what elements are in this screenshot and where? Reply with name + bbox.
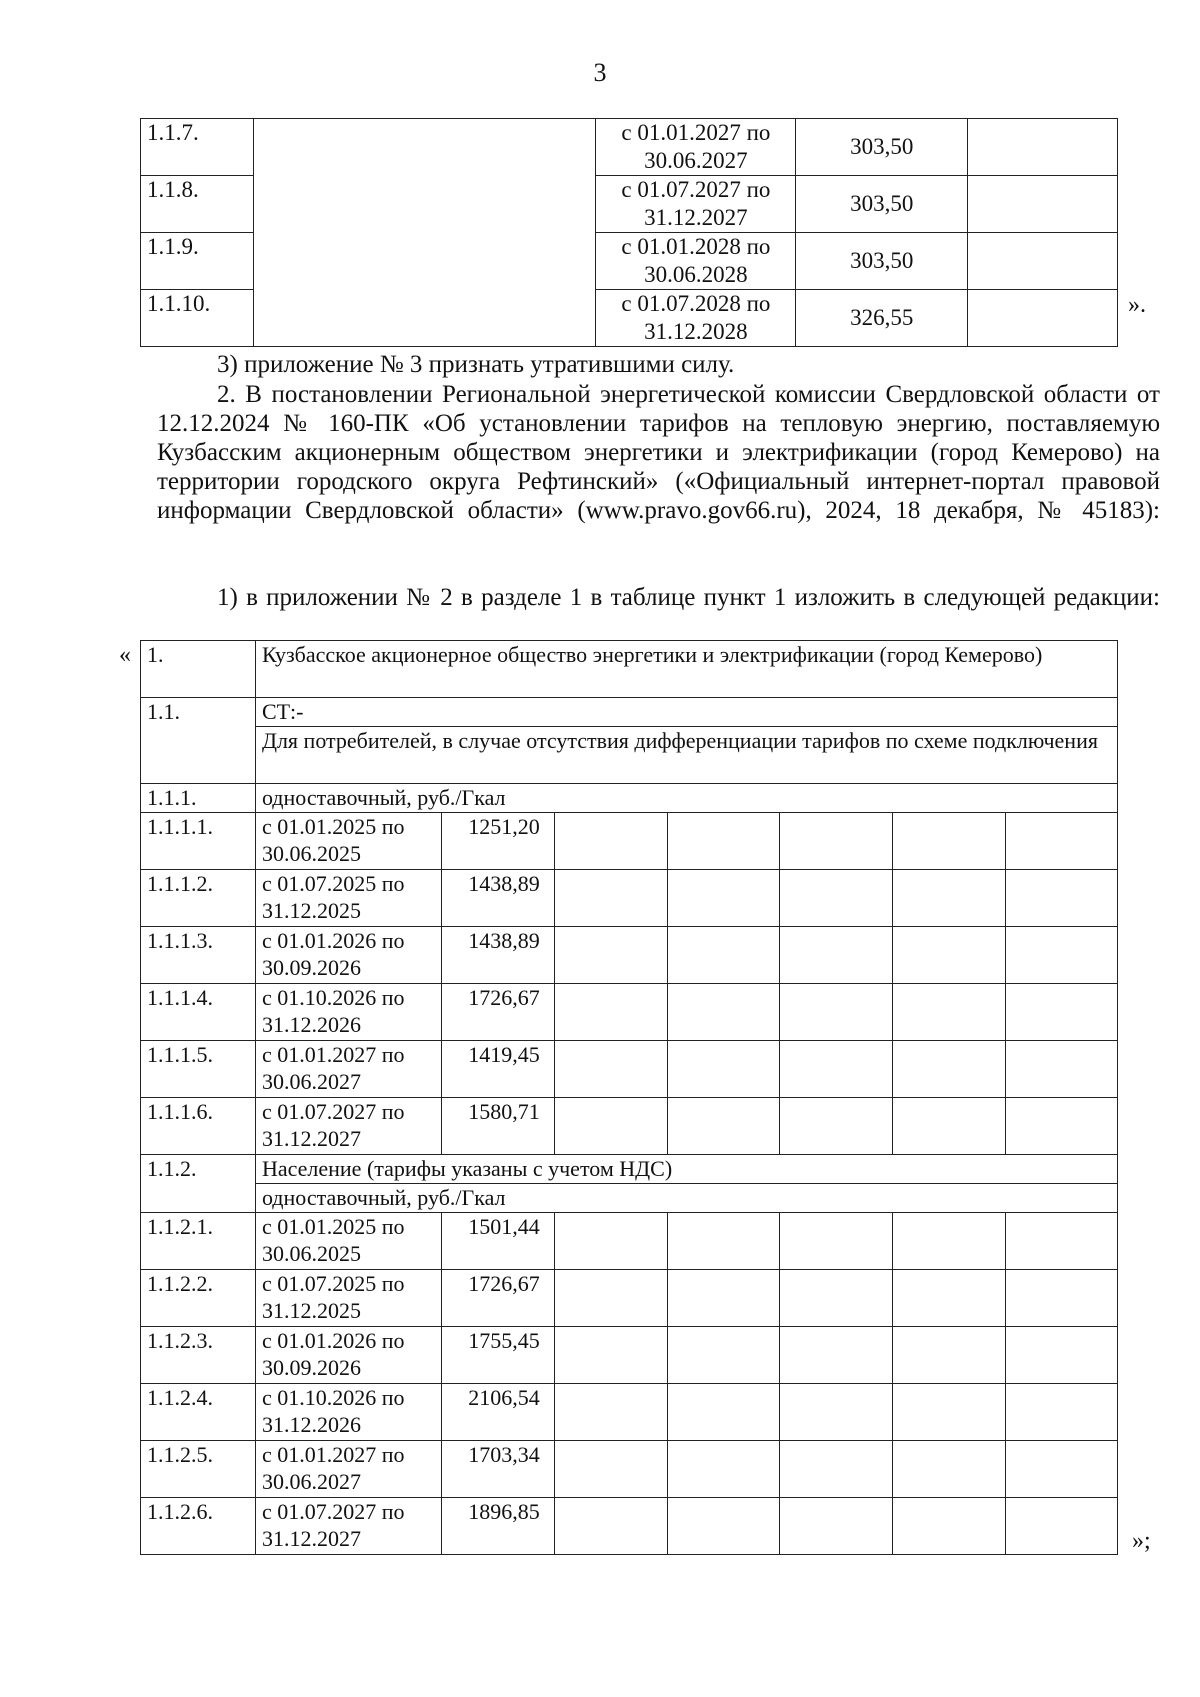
tariff-value: 1580,71 <box>441 1098 554 1155</box>
row-number: 1.1.10. <box>141 290 254 347</box>
table-row <box>141 1041 1118 1098</box>
tariff-value: 303,50 <box>796 176 968 233</box>
rate-type-label: одноставочный, руб./Гкал <box>255 1184 1117 1213</box>
table-row <box>141 1270 1118 1327</box>
tariff-value: 2106,54 <box>441 1384 554 1441</box>
period-cell: с 01.01.2027 по 30.06.2027 <box>255 1041 441 1098</box>
period-cell: с 01.01.2025 по 30.06.2025 <box>255 1213 441 1270</box>
tariff-value: 1726,67 <box>441 984 554 1041</box>
period-cell: с 01.07.2028 по 31.12.2028 <box>596 290 796 347</box>
row-number: 1.1.2.6. <box>141 1498 256 1555</box>
period-cell: с 01.07.2025 по 31.12.2025 <box>255 870 441 927</box>
table-row <box>141 1498 1118 1555</box>
period-cell: с 01.07.2027 по 31.12.2027 <box>255 1498 441 1555</box>
row-number: 1.1.1.2. <box>141 870 256 927</box>
item-3-text: 3) приложение № 3 признать утратившими силу. <box>217 351 735 378</box>
period-cell: с 01.10.2026 по 31.12.2026 <box>255 984 441 1041</box>
period-cell: с 01.01.2028 по 30.06.2028 <box>596 233 796 290</box>
row-number: 1.1.2.2. <box>141 1270 256 1327</box>
empty-cell <box>968 233 1118 290</box>
period-cell: с 01.01.2027 по 30.06.2027 <box>255 1441 441 1498</box>
row-number: 1.1.8. <box>141 176 254 233</box>
section-2-text: 2. В постановлении Региональной энергетической комиссии Свердловской области от 12.12.2024 № 160-ПК «Об установлении тарифов на тепловую энергию, поставляемую Кузбасским акционерным обществом энергетики и электрификации (город Кемерово) на территории городского округа Рефтинский» («Официальный интернет-портал правовой информации Свердловской области» (www.pravo.gov66.ru), 2024, 18 декабря, № 45183): <box>157 381 1160 524</box>
empty-cell <box>968 176 1118 233</box>
tariff-value: 1251,20 <box>441 813 554 870</box>
tariff-value: 1419,45 <box>441 1041 554 1098</box>
empty-cell <box>968 290 1118 347</box>
population-title: Население (тарифы указаны с учетом НДС) <box>255 1155 1117 1184</box>
period-cell: с 01.07.2027 по 31.12.2027 <box>255 1098 441 1155</box>
opening-quote: « <box>119 642 131 668</box>
row-number: 1.1.2.3. <box>141 1327 256 1384</box>
tariff-value: 1755,45 <box>441 1327 554 1384</box>
tariff-value: 1501,44 <box>441 1213 554 1270</box>
row-number: 1.1.9. <box>141 233 254 290</box>
tariff-value: 1438,89 <box>441 927 554 984</box>
tariff-value: 326,55 <box>796 290 968 347</box>
row-number: 1.1.1.6. <box>141 1098 256 1155</box>
tariff-table-continued <box>140 118 1118 347</box>
row-number: 1.1.2.1. <box>141 1213 256 1270</box>
table-row <box>141 1384 1118 1441</box>
table-row <box>141 1155 1118 1184</box>
period-cell: с 01.01.2025 по 30.06.2025 <box>255 813 441 870</box>
rate-type-label: одноставочный, руб./Гкал <box>255 784 1117 813</box>
row-number: 1.1.2.5. <box>141 1441 256 1498</box>
tariff-value: 1438,89 <box>441 870 554 927</box>
tariff-value: 303,50 <box>796 119 968 176</box>
table-row <box>141 727 1118 784</box>
empty-cell <box>968 119 1118 176</box>
table-row <box>141 1098 1118 1155</box>
closing-quote: ». <box>1128 292 1146 318</box>
row-number: 1.1.1.3. <box>141 927 256 984</box>
table-row <box>141 641 1118 698</box>
row-number: 1. <box>141 641 256 698</box>
organization-name: Кузбасское акционерное общество энергетики и электрификации (город Кемерово) <box>255 641 1117 698</box>
row-number: 1.1.7. <box>141 119 254 176</box>
row-number: 1.1.2.4. <box>141 1384 256 1441</box>
consumers-note: Для потребителей, в случае отсутствия дифференциации тарифов по схеме подключения <box>255 727 1117 784</box>
tariff-value: 1703,34 <box>441 1441 554 1498</box>
st-label: СТ:- <box>255 698 1117 727</box>
empty-cell <box>253 119 596 347</box>
closing-quote: »; <box>1132 1528 1151 1554</box>
period-cell: с 01.10.2026 по 31.12.2026 <box>255 1384 441 1441</box>
table-row <box>141 1327 1118 1384</box>
table-row <box>141 984 1118 1041</box>
table-row <box>141 1184 1118 1213</box>
tariff-value: 303,50 <box>796 233 968 290</box>
row-number: 1.1.1.5. <box>141 1041 256 1098</box>
row-number: 1.1.2. <box>141 1155 256 1213</box>
table-row <box>141 870 1118 927</box>
table-row <box>141 1213 1118 1270</box>
table-row <box>141 119 1118 176</box>
table-row <box>141 1441 1118 1498</box>
table-row <box>141 784 1118 813</box>
period-cell: с 01.07.2025 по 31.12.2025 <box>255 1270 441 1327</box>
period-cell: с 01.07.2027 по 31.12.2027 <box>596 176 796 233</box>
item-1-text: 1) в приложении № 2 в разделе 1 в таблице пункт 1 изложить в следующей редакции: <box>217 584 1160 611</box>
page-number: 3 <box>593 58 607 87</box>
table-row <box>141 698 1118 727</box>
table-row <box>141 927 1118 984</box>
period-cell: с 01.01.2026 по 30.09.2026 <box>255 927 441 984</box>
tariff-value: 1896,85 <box>441 1498 554 1555</box>
tariff-table <box>140 640 1118 1555</box>
row-number: 1.1.1.4. <box>141 984 256 1041</box>
tariff-value: 1726,67 <box>441 1270 554 1327</box>
row-number: 1.1.1. <box>141 784 256 813</box>
row-number: 1.1. <box>141 698 256 784</box>
period-cell: с 01.01.2027 по 30.06.2027 <box>596 119 796 176</box>
period-cell: с 01.01.2026 по 30.09.2026 <box>255 1327 441 1384</box>
table-row <box>141 813 1118 870</box>
row-number: 1.1.1.1. <box>141 813 256 870</box>
